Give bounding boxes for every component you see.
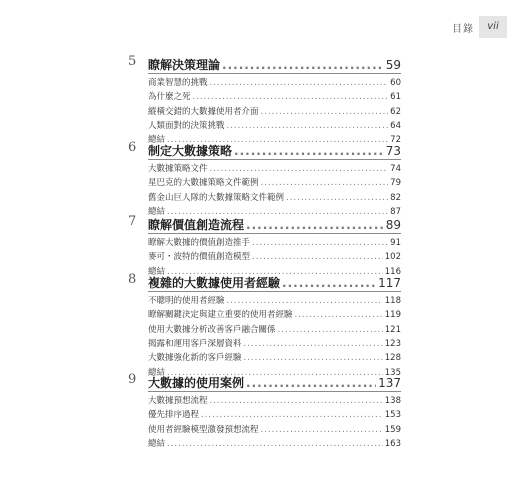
section-title: 瞭解大數據的價值創造推手 bbox=[148, 238, 251, 248]
section-page-number: 62 bbox=[390, 106, 401, 117]
dot-leader bbox=[227, 296, 383, 306]
section-title: 為什麼之死 bbox=[148, 92, 191, 103]
section-page-number: 91 bbox=[390, 238, 401, 248]
chapter-title-row bbox=[148, 374, 401, 391]
section-title: 總結 bbox=[148, 367, 166, 378]
chapter-title: 瞭解價值創造流程 bbox=[148, 218, 245, 232]
section-title: 星巴克的大數據策略文件範例 bbox=[148, 178, 259, 189]
section-page-number: 82 bbox=[390, 192, 401, 203]
section-title: 總結 bbox=[148, 266, 166, 277]
section-title: 舊金山巨人隊的大數據策略文件範例 bbox=[148, 192, 285, 203]
dot-leader bbox=[193, 92, 389, 102]
chapter-title: 複雜的大數據使用者經驗 bbox=[148, 276, 281, 290]
section-page-number: 153 bbox=[384, 410, 401, 421]
section-entry bbox=[148, 176, 401, 188]
dot-leader bbox=[252, 238, 388, 248]
dot-leader bbox=[246, 218, 384, 232]
section-title: 縱橫交錯的大數據使用者介面 bbox=[148, 106, 259, 117]
section-title: 麥可・波特的價值創造模型 bbox=[148, 252, 251, 263]
section-title: 總結 bbox=[148, 438, 166, 449]
section-entry bbox=[148, 337, 401, 349]
dot-leader bbox=[201, 410, 383, 420]
section-entry bbox=[148, 90, 401, 102]
dot-leader bbox=[234, 144, 384, 158]
dot-leader bbox=[246, 376, 376, 390]
section-page-number: 128 bbox=[384, 353, 401, 364]
dot-leader bbox=[244, 353, 383, 363]
chapter-title-row bbox=[148, 56, 401, 73]
dot-leader bbox=[222, 58, 384, 72]
section-entry bbox=[148, 191, 401, 203]
chapter-page-number: 89 bbox=[385, 218, 401, 232]
section-title: 總結 bbox=[148, 206, 166, 217]
section-entry bbox=[148, 423, 401, 435]
section-page-number: 79 bbox=[390, 178, 401, 189]
section-entry bbox=[148, 308, 401, 320]
section-page-number: 119 bbox=[384, 310, 401, 321]
dot-leader bbox=[295, 310, 383, 320]
running-header bbox=[0, 16, 520, 38]
section-title: 大數據強化新的客戶經驗 bbox=[148, 353, 242, 364]
section-page-number: 121 bbox=[384, 324, 401, 335]
dot-leader bbox=[244, 339, 383, 349]
section-entry bbox=[148, 323, 401, 335]
section-entry bbox=[148, 162, 401, 174]
section-page-number: 159 bbox=[384, 424, 401, 435]
section-entry bbox=[148, 408, 401, 420]
section-page-number: 118 bbox=[384, 296, 401, 306]
section-page-number: 163 bbox=[384, 438, 401, 449]
section-title: 使用大數據分析改善客戶融合關係 bbox=[148, 324, 276, 335]
section-entry bbox=[148, 119, 401, 131]
dot-leader bbox=[286, 193, 388, 203]
dot-leader bbox=[261, 178, 389, 188]
chapter-number: 5 bbox=[128, 54, 137, 69]
dot-leader bbox=[261, 425, 383, 435]
dot-leader bbox=[252, 252, 383, 262]
chapter-page-number: 137 bbox=[378, 376, 401, 390]
section-title: 商業智慧的挑戰 bbox=[148, 78, 208, 88]
section-title: 瞭解關鍵決定與建立重要的使用者經驗 bbox=[148, 310, 293, 321]
dot-leader bbox=[210, 164, 389, 174]
section-entry bbox=[148, 351, 401, 363]
chapter-number: 7 bbox=[128, 214, 137, 229]
section-title: 使用者經驗模型激發預想流程 bbox=[148, 424, 259, 435]
chapter-title: 瞭解決策理論 bbox=[148, 58, 221, 72]
chapter-page-number: 59 bbox=[385, 58, 401, 72]
section-title: 大數據預想流程 bbox=[148, 396, 208, 406]
dot-leader bbox=[210, 78, 389, 88]
section-entry bbox=[148, 105, 401, 117]
chapter-title: 大數據的使用案例 bbox=[148, 376, 245, 390]
section-entry bbox=[148, 76, 401, 88]
header-title: 目錄 bbox=[452, 24, 474, 35]
chapter-rule bbox=[148, 291, 401, 292]
section-entry bbox=[148, 394, 401, 406]
section-entry bbox=[148, 294, 401, 306]
section-page-number: 61 bbox=[390, 92, 401, 103]
chapter-rule bbox=[148, 391, 401, 392]
section-page-number: 135 bbox=[384, 367, 401, 378]
dot-leader bbox=[227, 121, 389, 131]
section-page-number: 123 bbox=[384, 338, 401, 349]
chapter-rule bbox=[148, 233, 401, 234]
chapter-title: 制定大數據策略 bbox=[148, 144, 233, 158]
section-page-number: 116 bbox=[384, 266, 401, 277]
section-title: 總結 bbox=[148, 135, 166, 146]
section-page-number: 74 bbox=[390, 164, 401, 174]
section-title: 人類面對的決策挑戰 bbox=[148, 120, 225, 131]
chapter-title-row bbox=[148, 216, 401, 233]
chapter-title-row bbox=[148, 142, 401, 159]
section-page-number: 102 bbox=[384, 252, 401, 263]
section-entry bbox=[148, 236, 401, 248]
chapter-title-row bbox=[148, 274, 401, 291]
dot-leader bbox=[282, 276, 376, 290]
section-title: 揭露和運用客戶深層資料 bbox=[148, 338, 242, 349]
chapter-rule bbox=[148, 73, 401, 74]
chapter-page-number: 73 bbox=[385, 144, 401, 158]
dot-leader bbox=[261, 107, 389, 117]
dot-leader bbox=[278, 325, 383, 335]
section-page-number: 64 bbox=[390, 120, 401, 131]
section-title: 不聰明的使用者經驗 bbox=[148, 296, 225, 306]
chapter-page-number: 117 bbox=[378, 276, 401, 290]
section-page-number: 60 bbox=[390, 78, 401, 88]
section-page-number: 72 bbox=[390, 135, 401, 146]
dot-leader bbox=[167, 439, 383, 449]
section-title: 大數據策略文件 bbox=[148, 164, 208, 174]
section-title: 優先排序過程 bbox=[148, 410, 200, 421]
header-page-number: vii bbox=[479, 16, 507, 38]
chapter-number: 9 bbox=[128, 372, 137, 387]
chapter-number: 8 bbox=[128, 272, 137, 287]
section-entry bbox=[148, 250, 401, 262]
chapter-number: 6 bbox=[128, 140, 137, 155]
chapter-rule bbox=[148, 159, 401, 160]
section-page-number: 87 bbox=[390, 206, 401, 217]
section-page-number: 138 bbox=[384, 396, 401, 406]
section-entry bbox=[148, 437, 401, 449]
dot-leader bbox=[210, 396, 383, 406]
